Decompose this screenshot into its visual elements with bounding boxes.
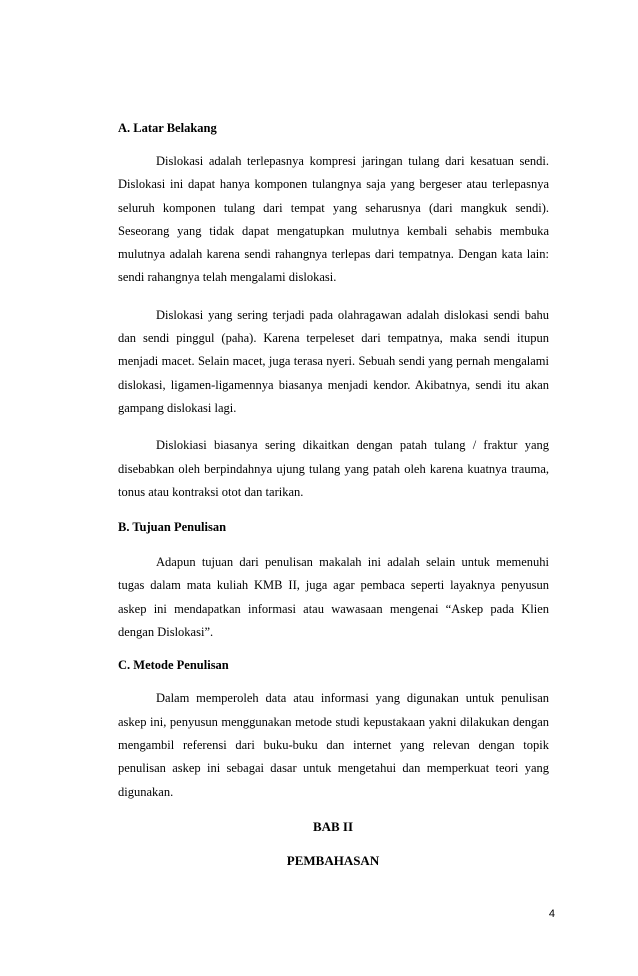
chapter-title: PEMBAHASAN	[286, 853, 380, 868]
page-content	[118, 118, 549, 804]
paragraph-metode-penulisan: Dalam memperoleh data atau informasi yang digunakan untuk penulisan askep ini, penyusun menggunakan metode studi kepustakaan yakni dilakukan dengan mengambil referensi dari buku-buku dan internet yang relevan dengan topik penulisan askep ini sebagai dasar untuk mengetahui dan memperkuat teori yang digunakan.	[118, 691, 549, 799]
paragraph-latar-belakang-1: Dislokasi adalah terlepasnya kompresi jaringan tulang dari kesatuan sendi. Dislokasi ini dapat hanya komponen tulangnya saja yang bergeser atau terlepasnya seluruh komponen tulang dari tempat yang seharusnya (dari mangkuk sendi). Seseorang yang tidak dapat mengatupkan mulutnya kembali sehabis membuka mulutnya adalah karena sendi rahangnya terlepas dari tempatnya. Dengan kata lain: sendi rahangnya telah mengalami dislokasi.	[118, 154, 549, 285]
section-heading-metode-penulisan: C. Metode Penulisan	[118, 658, 229, 673]
section-heading-latar-belakang: A. Latar Belakang	[118, 121, 217, 135]
paragraph-latar-belakang-2: Dislokasi yang sering terjadi pada olahragawan adalah dislokasi sendi bahu dan sendi pinggul (paha). Karena terpeleset dari tempatnya, maka sendi itupun menjadi macet. Selain macet, juga terasa nyeri. Sebuah sendi yang pernah mengalami dislokasi, ligamen-ligamennya biasanya menjadi kendor. Akibatnya, sendi itu akan gampang dislokasi lagi.	[118, 307, 549, 415]
paragraph-latar-belakang-3: Dislokiasi biasanya sering dikaitkan dengan patah tulang / fraktur yang disebabkan oleh berpindahnya ujung tulang yang patah oleh karena kuatnya trauma, tonus atau kontraksi otot dan tarikan.	[118, 438, 549, 499]
page-number: 4	[548, 908, 555, 920]
section-heading-tujuan-penulisan: B. Tujuan Penulisan	[118, 520, 227, 535]
paragraph-tujuan-penulisan: Adapun tujuan dari penulisan makalah ini adalah selain untuk memenuhi tugas dalam mata kuliah KMB II, juga agar pembaca seperti layaknya penyusun askep ini mendapatkan informasi atau wawasaan mengenai “Askep pada Klien dengan Dislokasi”.	[118, 555, 549, 640]
chapter-number: BAB II	[312, 819, 354, 834]
